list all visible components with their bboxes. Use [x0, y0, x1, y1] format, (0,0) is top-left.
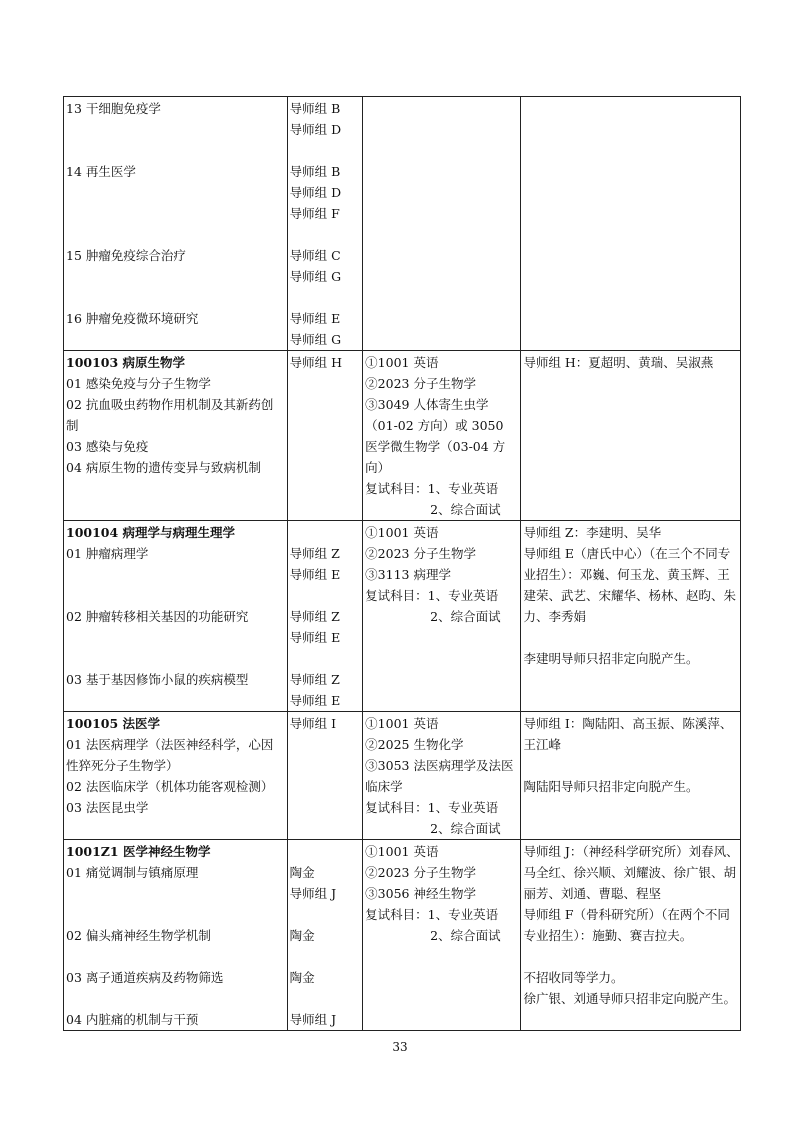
exam-subject: ③3056 神经生物学	[365, 886, 476, 901]
retest-label: 复试科目：1、专业英语	[365, 800, 499, 815]
advisor-group: 导师组 E	[289, 567, 341, 582]
page-number: 33	[392, 1040, 408, 1054]
advisor-group: 导师组 J	[289, 886, 337, 901]
advisor-group: 导师组 Z	[289, 609, 340, 624]
retest-label: 复试科目：1、专业英语	[365, 907, 499, 922]
retest-item: 2、综合面试	[430, 502, 501, 517]
notes-cell	[521, 351, 741, 521]
advisor-cell	[287, 712, 363, 840]
note-text: 陶陆阳导师只招非定向脱产生。	[523, 779, 699, 794]
note-text: 导师组 F（骨科研究所）（在两个不同专业招生）：施勤、赛吉拉夫。	[523, 907, 730, 943]
exam-subject: ③3049 人体寄生虫学（01-02 方向）或 3050 医学微生物学（03-04 方向）	[365, 397, 506, 475]
advisor-group: 导师组 E	[289, 311, 341, 326]
exam-cell	[363, 712, 521, 840]
exam-subject: ①1001 英语	[365, 525, 439, 540]
direction-cell	[64, 712, 288, 840]
table-row	[64, 840, 741, 1031]
advisor-group: 导师组 B	[289, 101, 341, 116]
advisor-group: 导师组 D	[289, 185, 342, 200]
note-text: 不招收同等学力。	[523, 970, 624, 985]
direction-item: 13 干细胞免疫学	[66, 101, 161, 116]
direction-item: 02 肿瘤转移相关基因的功能研究	[66, 609, 249, 624]
table-row	[64, 521, 741, 712]
advisor-cell	[287, 97, 363, 351]
advisor-group: 导师组 G	[289, 269, 342, 284]
direction-item: 02 法医临床学（机体功能客观检测）	[66, 779, 274, 794]
direction-cell	[64, 521, 288, 712]
major-header: 1001Z1 医学神经生物学	[66, 844, 211, 859]
note-text: 导师组 I：陶陆阳、高玉振、陈溪萍、王江峰	[523, 716, 733, 752]
advisor-group: 陶金	[289, 865, 315, 880]
exam-cell	[363, 97, 521, 351]
exam-cell	[363, 840, 521, 1031]
advisor-group: 导师组 F	[289, 206, 340, 221]
exam-subject: ③3053 法医病理学及法医临床学	[365, 758, 514, 794]
exam-subject: ①1001 英语	[365, 844, 439, 859]
direction-item: 01 法医病理学（法医神经科学，心因性猝死分子生物学）	[66, 737, 274, 773]
notes-cell	[521, 840, 741, 1031]
direction-cell	[64, 351, 288, 521]
notes-cell	[521, 97, 741, 351]
direction-item: 01 感染免疫与分子生物学	[66, 376, 211, 391]
retest-label: 复试科目：1、专业英语	[365, 588, 499, 603]
retest-item: 2、综合面试	[430, 821, 501, 836]
note-text: 徐广银、刘通导师只招非定向脱产生。	[523, 991, 736, 1006]
advisor-group: 导师组 J	[289, 1012, 337, 1027]
table-row	[64, 712, 741, 840]
advisor-group: 导师组 E	[289, 630, 341, 645]
note-text: 李建明导师只招非定向脱产生。	[523, 651, 699, 666]
note-text: 导师组 J：（神经科学研究所）刘春风、马全红、徐兴顺、刘耀波、徐广银、胡丽芳、刘通、曹聪、程坚	[523, 844, 739, 901]
direction-cell	[64, 840, 288, 1031]
note-text: 导师组 E（唐氏中心）（在三个不同专业招生）：邓巍、何玉龙、黄玉辉、王建荣、武艺、宋耀华、杨林、赵昀、朱力、李秀娟	[523, 546, 736, 624]
direction-item: 16 肿瘤免疫微环境研究	[66, 311, 199, 326]
table-row	[64, 97, 741, 351]
notes-cell	[521, 521, 741, 712]
table-row	[64, 351, 741, 521]
advisor-group: 导师组 E	[289, 693, 341, 708]
exam-subject: ②2023 分子生物学	[365, 376, 476, 391]
direction-item: 02 抗血吸虫药物作用机制及其新药创制	[66, 397, 274, 433]
retest-item: 2、综合面试	[430, 928, 501, 943]
advisor-group: 导师组 I	[289, 716, 337, 731]
direction-item: 03 感染与免疫	[66, 439, 149, 454]
advisor-cell	[287, 840, 363, 1031]
advisor-group: 导师组 B	[289, 164, 341, 179]
direction-item: 01 痛觉调制与镇痛原理	[66, 865, 199, 880]
advisor-group: 导师组 H	[289, 355, 342, 370]
exam-cell	[363, 521, 521, 712]
exam-subject: ①1001 英语	[365, 716, 439, 731]
exam-subject: ②2023 分子生物学	[365, 865, 476, 880]
direction-item: 03 基于基因修饰小鼠的疾病模型	[66, 672, 249, 687]
advisor-group: 导师组 D	[289, 122, 342, 137]
advisor-group: 导师组 C	[289, 248, 341, 263]
direction-item: 14 再生医学	[66, 164, 136, 179]
major-header: 100103 病原生物学	[66, 355, 186, 370]
exam-subject: ①1001 英语	[365, 355, 439, 370]
direction-item: 01 肿瘤病理学	[66, 546, 149, 561]
direction-cell	[64, 97, 288, 351]
advisor-group: 陶金	[289, 970, 315, 985]
note-text: 导师组 Z：李建明、吴华	[523, 525, 662, 540]
major-header: 100104 病理学与病理生理学	[66, 525, 236, 540]
retest-item: 2、综合面试	[430, 609, 501, 624]
direction-item: 04 病原生物的遗传变异与致病机制	[66, 460, 261, 475]
retest-label: 复试科目：1、专业英语	[365, 481, 499, 496]
direction-item: 02 偏头痛神经生物学机制	[66, 928, 211, 943]
admissions-table	[63, 96, 741, 1031]
advisor-cell	[287, 351, 363, 521]
major-header: 100105 法医学	[66, 716, 161, 731]
exam-subject: ②2025 生物化学	[365, 737, 464, 752]
exam-subject: ③3113 病理学	[365, 567, 451, 582]
direction-item: 03 离子通道疾病及药物筛选	[66, 970, 224, 985]
note-text: 导师组 H：夏超明、黄瑞、吴淑燕	[523, 355, 714, 370]
exam-subject: ②2023 分子生物学	[365, 546, 476, 561]
direction-item: 15 肿瘤免疫综合治疗	[66, 248, 186, 263]
advisor-group: 导师组 Z	[289, 672, 340, 687]
direction-item: 04 内脏痛的机制与干预	[66, 1012, 199, 1027]
notes-cell	[521, 712, 741, 840]
advisor-group: 陶金	[289, 928, 315, 943]
exam-cell	[363, 351, 521, 521]
direction-item: 03 法医昆虫学	[66, 800, 149, 815]
advisor-group: 导师组 G	[289, 332, 342, 347]
advisor-group: 导师组 Z	[289, 546, 340, 561]
advisor-cell	[287, 521, 363, 712]
